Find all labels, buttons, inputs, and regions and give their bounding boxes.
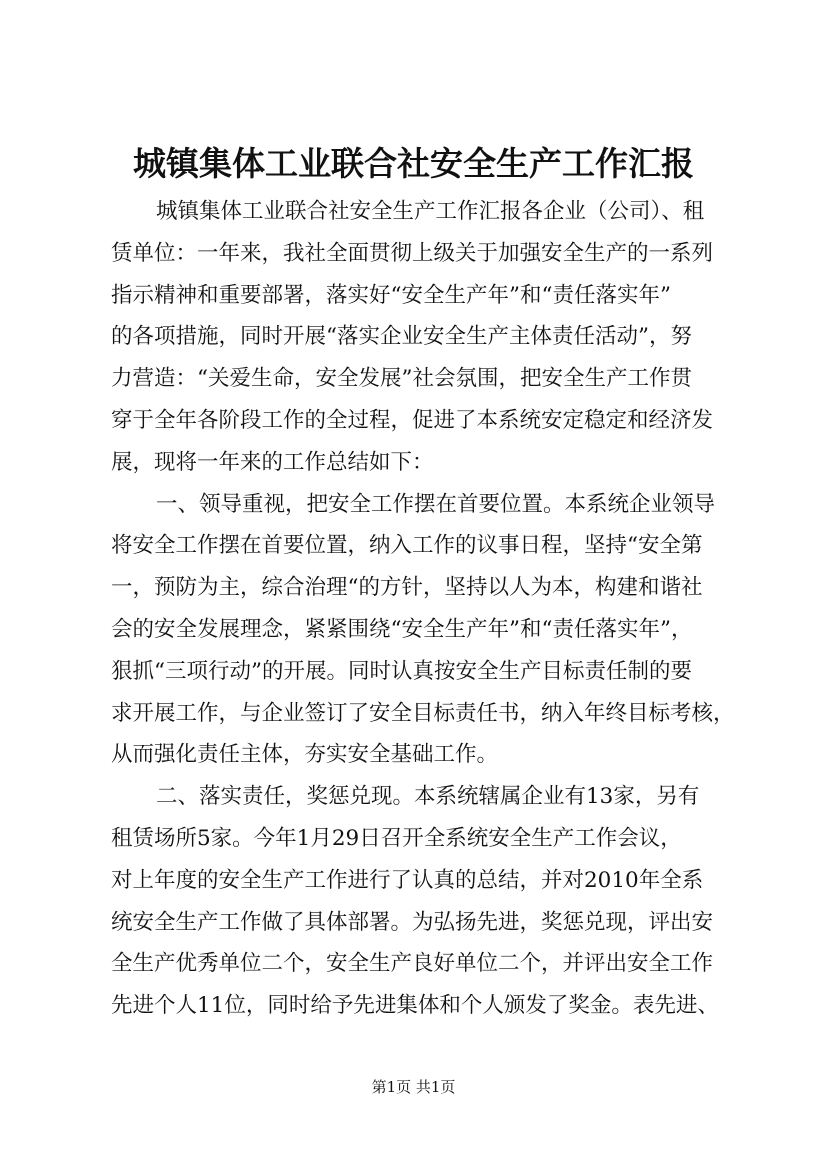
body-line: 租赁场所5家。今年1月29日召开全系统安全生产工作会议， — [111, 825, 682, 851]
body-line: 从而强化责任主体，夯实安全基础工作。 — [111, 742, 499, 768]
body-line: 狠抓“三项行动”的开展。同时认真按安全生产目标责任制的要 — [111, 658, 692, 684]
body-line: 会的安全发展理念，紧紧围绕“安全生产年”和“责任落实年”， — [111, 616, 693, 642]
body-line: 穿于全年各阶段工作的全过程，促进了本系统安定稳定和经济发 — [111, 407, 714, 433]
body-line: 求开展工作，与企业签订了安全目标责任书，纳入年终目标考核， — [111, 700, 735, 726]
body-line: 一、领导重视，把安全工作摆在首要位置。本系统企业领导 — [156, 491, 716, 517]
body-line: 二、落实责任，奖惩兑现。本系统辖属企业有13家，另有 — [156, 784, 700, 810]
body-line: 统安全生产工作做了具体部署。为弘扬先进，奖惩兑现，评出安 — [111, 909, 714, 935]
page-footer: 第1页 共1页 — [371, 1078, 456, 1096]
body-line: 展，现将一年来的工作总结如下： — [111, 449, 434, 475]
document-title: 城镇集体工业联合社安全生产工作汇报 — [133, 144, 694, 183]
body-line: 先进个人11位，同时给予先进集体和个人颁发了奖金。表先进、 — [111, 993, 719, 1019]
body-line: 将安全工作摆在首要位置，纳入工作的议事日程，坚持“安全第 — [111, 533, 703, 559]
body-line: 城镇集体工业联合社安全生产工作汇报各企业（公司）、租 — [156, 199, 705, 224]
body-line: 全生产优秀单位二个，安全生产良好单位二个，并评出安全工作 — [111, 951, 714, 977]
body-line: 指示精神和重要部署，落实好“安全生产年”和“责任落实年” — [111, 282, 671, 308]
document-body — [111, 191, 751, 1027]
body-line: 对上年度的安全生产工作进行了认真的总结，并对2010年全系 — [111, 867, 704, 893]
body-line: 的各项措施，同时开展“落实企业安全生产主体责任活动”，努 — [111, 324, 692, 350]
body-line: 力营造：“关爱生命，安全发展”社会氛围，把安全生产工作贯 — [111, 366, 692, 392]
body-line: 一，预防为主，综合治理“的方针，坚持以人为本，构建和谐社 — [111, 575, 703, 601]
body-line: 赁单位：一年来，我社全面贯彻上级关于加强安全生产的一系列 — [111, 240, 714, 266]
